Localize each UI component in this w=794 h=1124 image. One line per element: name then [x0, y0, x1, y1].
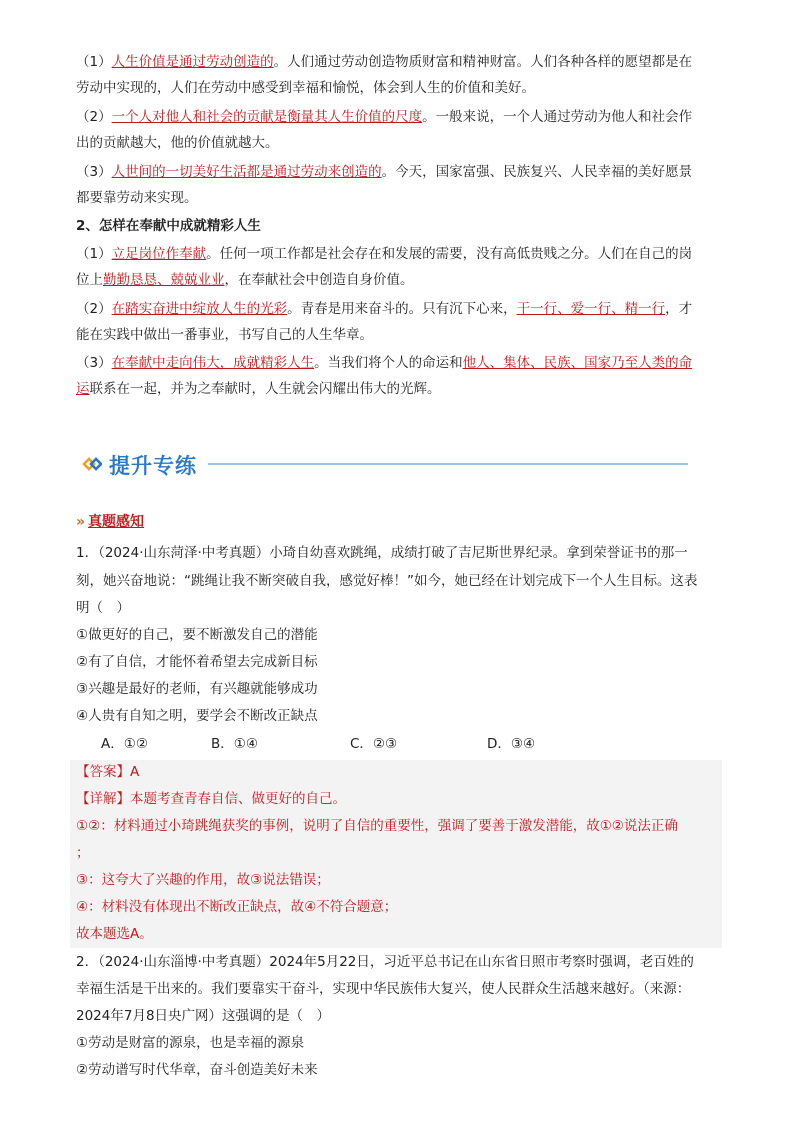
- q2-stem-1: 2．（2024·山东淄博·中考真题）2024年5月22日，习近平总书记在山东省日照市考察时强调，老百姓的: [76, 954, 694, 970]
- subsection-title: 真题感知: [88, 514, 145, 530]
- q1-stem-3: 明（ ）: [76, 600, 130, 616]
- q1-explain-1: ①②：材料通过小琦跳绳获奖的事例，说明了自信的重要性，强调了要善于激发潜能，故①②说法正确: [76, 818, 678, 834]
- point-2-2-line-2: 能在实践中做出一番事业，书写自己的人生华章。: [76, 327, 373, 343]
- subsection-header: [76, 511, 144, 531]
- point-2-3-line-1: （3）在奉献中走向伟大，成就精彩人生。当我们将个人的命运和他人、集体、民族、国家乃至人类的命: [76, 355, 693, 371]
- q1-stem-1: 1．（2024·山东菏泽·中考真题）小琦自幼喜欢跳绳，成绩打破了吉尼斯世界纪录。拿到荣誉证书的那一: [76, 545, 688, 561]
- point-2-1-line-2: 位上勤勤恳恳、兢兢业业，在奉献社会中创造自身价值。: [76, 272, 414, 288]
- point-2-1-line-1: （1）立足岗位作奉献。任何一项工作都是社会存在和发展的需要，没有高低贵贱之分。人们在自己的岗: [76, 246, 693, 262]
- point-1-line-1: （1）人生价值是通过劳动创造的。人们通过劳动创造物质财富和精神财富。人们各种各样的愿望都是在: [76, 54, 693, 70]
- double-diamond-icon: [82, 454, 102, 474]
- q1-stem-2: 刻，她兴奋地说：“跳绳让我不断突破自我，感觉好棒！”如今，她已经在计划完成下一个人生目标。这表: [76, 573, 698, 589]
- q1-item-2: ②有了自信，才能怀着希望去完成新目标: [76, 654, 318, 670]
- point-3-line-2: 都要靠劳动来实现。: [76, 190, 198, 206]
- q1-detail: 【详解】本题考查青春自信、做更好的自己。: [76, 791, 346, 807]
- q1-option-a[interactable]: A．①②: [101, 736, 148, 752]
- q2-stem-3: 2024年7月8日央广网）这强调的是（ ）: [76, 1008, 331, 1024]
- q1-answer: 【答案】A: [76, 764, 140, 780]
- q1-item-3: ③兴趣是最好的老师，有兴趣就能够成功: [76, 681, 318, 697]
- q1-options: [76, 734, 716, 754]
- q2-item-1: ①劳动是财富的源泉，也是幸福的源泉: [76, 1035, 305, 1051]
- section-title: 提升专练: [109, 454, 197, 478]
- q1-option-c[interactable]: C．②③: [350, 736, 398, 752]
- q1-item-1: ①做更好的自己，要不断激发自己的潜能: [76, 627, 318, 643]
- q1-item-4: ④人贵有自知之明，要学会不断改正缺点: [76, 708, 318, 724]
- point-2-line-2: 出的贡献越大，他的价值就越大。: [76, 135, 279, 151]
- q2-stem-2: 幸福生活是干出来的。我们要靠实干奋斗，实现中华民族伟大复兴，使人民群众生活越来越好。（来源：: [76, 981, 691, 997]
- section-divider: [208, 463, 688, 465]
- chevron-double-icon: »: [76, 514, 83, 530]
- point-3-line-1: （3）人世间的一切美好生活都是通过劳动来创造的。今天，国家富强、民族复兴、人民幸福的美好愿景: [76, 164, 693, 180]
- heading-2: 2、怎样在奉献中成就精彩人生: [76, 218, 261, 234]
- q1-option-d[interactable]: D．③④: [487, 736, 536, 752]
- q2-item-2: ②劳动谱写时代华章，奋斗创造美好未来: [76, 1062, 318, 1078]
- q1-explain-3: ④：材料没有体现出不断改正缺点，故④不符合题意；: [76, 899, 398, 915]
- point-2-3-line-2: 运联系在一起，并为之奉献时，人生就会闪耀出伟大的光辉。: [76, 381, 441, 397]
- point-2-2-line-1: （2）在踏实奋进中绽放人生的光彩。青春是用来奋斗的。只有沉下心来，干一行、爱一行、精一行，才: [76, 301, 693, 317]
- q1-option-b[interactable]: B．①④: [211, 736, 258, 752]
- q1-explain-2: ③：这夸大了兴趣的作用，故③说法错误；: [76, 872, 330, 888]
- q1-conclusion: 故本题选A。: [76, 926, 153, 942]
- section-header: [76, 448, 716, 480]
- point-2-line-1: （2）一个人对他人和社会的贡献是衡量其人生价值的尺度。一般来说，一个人通过劳动为他人和社会作: [76, 109, 693, 125]
- point-1-line-2: 劳动中实现的，人们在劳动中感受到幸福和愉悦，体会到人生的价值和美好。: [76, 80, 535, 96]
- q1-explain-1b: ；: [76, 845, 90, 861]
